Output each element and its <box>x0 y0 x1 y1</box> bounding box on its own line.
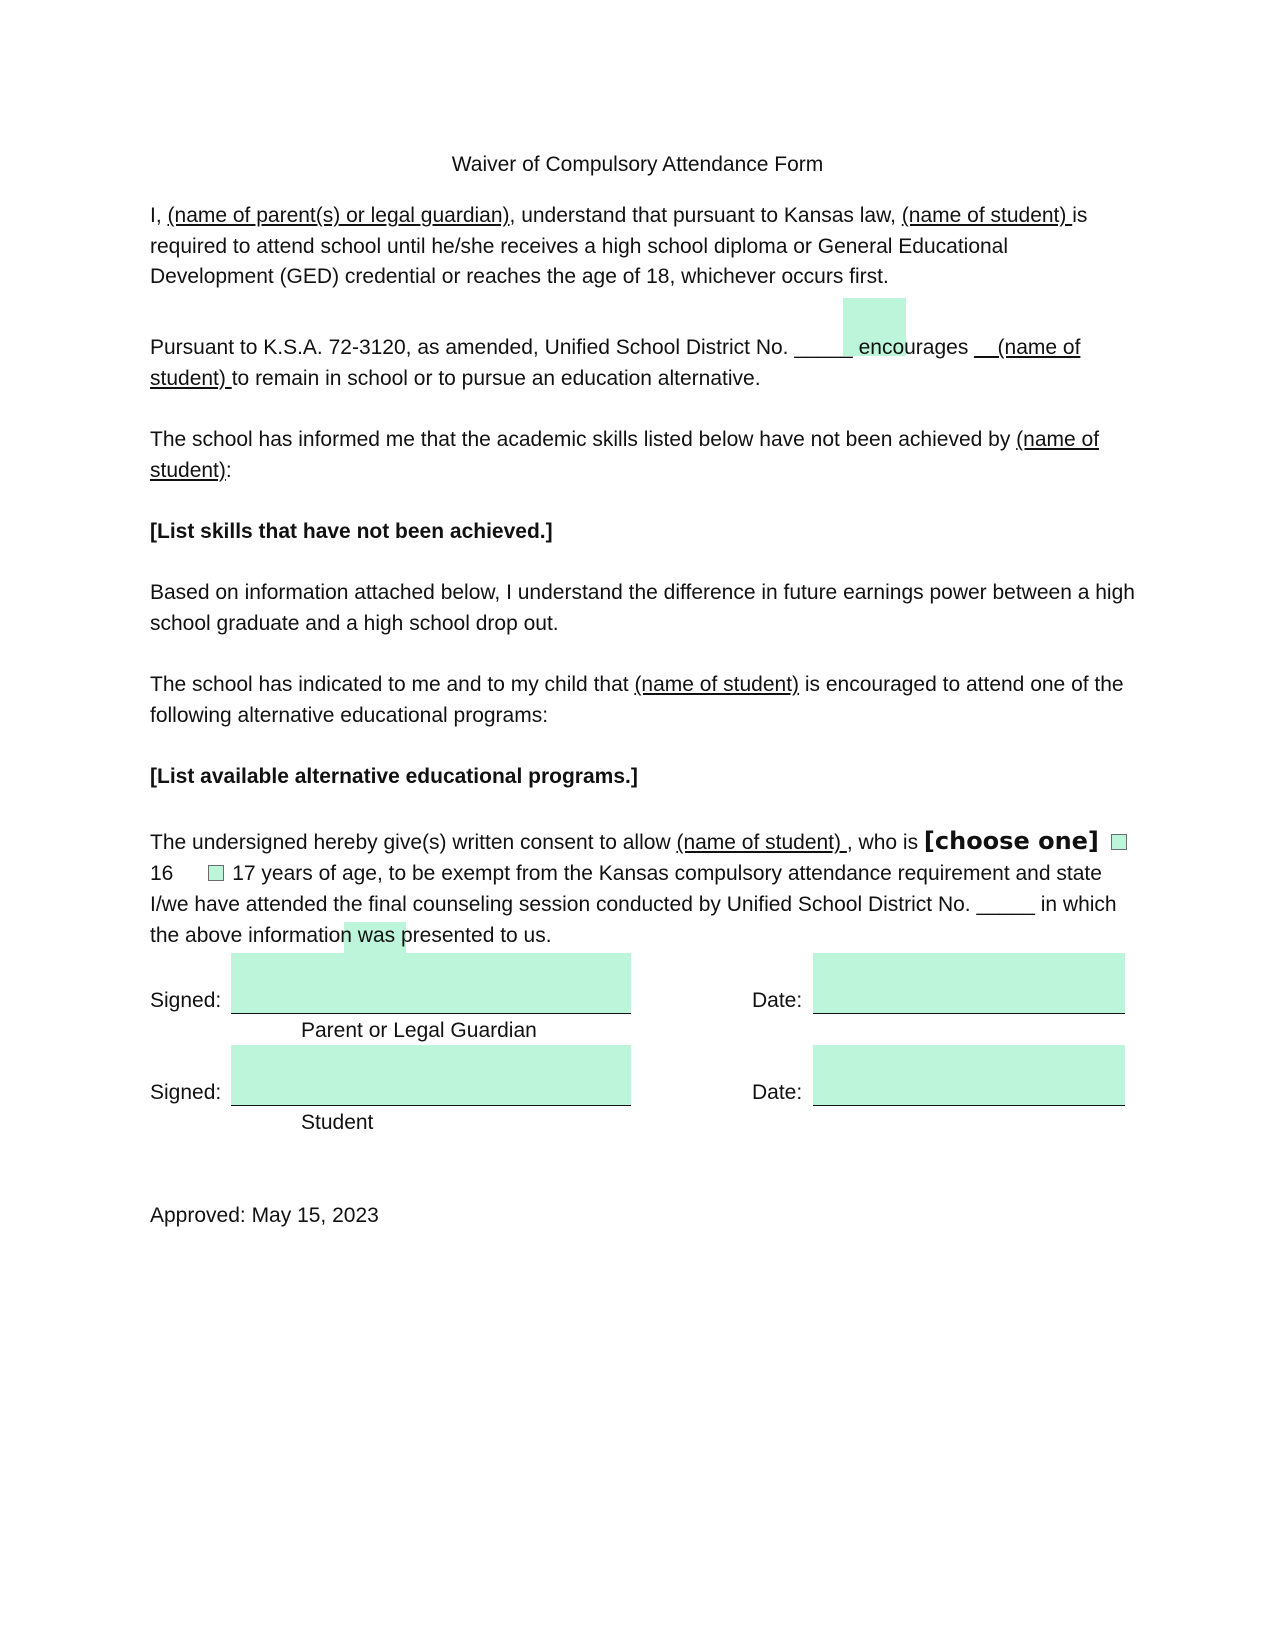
student-caption: Student <box>301 1111 374 1134</box>
district-blank: _____ <box>794 336 853 359</box>
district-blank-2: _____ <box>976 893 1035 916</box>
parent-caption: Parent or Legal Guardian <box>301 1019 537 1042</box>
p2-text-2: encourages <box>852 336 975 359</box>
student-name-placeholder: (name of student) <box>901 204 1073 227</box>
student-name-placeholder-5: (name of student) <box>676 831 847 854</box>
p2-text-3: to remain in school or to pursue an education alternative. <box>231 366 761 390</box>
student-name-placeholder-3: (name of student) <box>150 428 1100 482</box>
paragraph-earnings: Based on information attached below, I understand the difference in future earnings power between a high school graduate and a high school drop out. <box>150 581 1135 635</box>
p2-text-1: Pursuant to K.S.A. 72-3120, as amended, Unified School District No. <box>150 336 795 359</box>
programs-list-placeholder: [List available alternative educational programs.] <box>150 765 638 788</box>
parent-date-label: Date: <box>752 989 803 1012</box>
student-name-placeholder-4: (name of student) <box>634 673 800 696</box>
p8-text-3: in which the above information was presented to us. <box>150 893 1117 947</box>
p1-text-3: is required to attend school until he/she receives a high school diploma or General Educational Development (GED) credential or reaches the age of 18, whichever occurs first. <box>150 204 1088 288</box>
age-16-checkbox[interactable] <box>1111 834 1127 850</box>
student-name-placeholder-2: __(name of student) <box>150 336 1081 390</box>
choose-one-instruction: [choose one] <box>923 827 1099 855</box>
student-date-field[interactable] <box>813 1045 1125 1106</box>
p8-text-2: , who is <box>846 831 924 854</box>
age-17-checkbox[interactable] <box>208 865 224 881</box>
p6-text-1: The school has indicated to me and to my child that <box>150 673 635 696</box>
paragraph-district-encourages <box>150 333 1135 394</box>
paragraph-skills-informed <box>150 425 1135 486</box>
parent-date-field[interactable] <box>813 953 1125 1014</box>
parent-signed-label: Signed: <box>150 989 222 1012</box>
p6-text-2: is encouraged to attend one of the following alternative educational programs: <box>150 673 1124 727</box>
p8-text-1: The undersigned hereby give(s) written consent to allow <box>150 831 677 854</box>
skills-list-placeholder: [List skills that have not been achieved.] <box>150 520 553 543</box>
p3-text-1: The school has informed me that the academic skills listed below have not been achieved by <box>150 428 1017 451</box>
student-signature-field[interactable] <box>231 1045 631 1106</box>
paragraph-parent-understanding <box>150 201 1135 293</box>
approved-date: Approved: May 15, 2023 <box>150 1204 379 1227</box>
p3-text-2: : <box>225 458 232 482</box>
age-17-label: 17 years of age, to be exempt from the Kansas compulsory attendance requirement and state I/we have attended the final counseling session conducted by Unified School District No. <box>150 862 1102 916</box>
student-date-label: Date: <box>752 1081 803 1104</box>
paragraph-alternative-programs <box>150 670 1135 731</box>
age-16-label: 16 <box>150 862 174 885</box>
p1-text-2: , understand that pursuant to Kansas law, <box>509 204 902 227</box>
parent-signature-field[interactable] <box>231 953 631 1014</box>
paragraph-consent <box>150 826 1135 951</box>
form-title: Waiver of Compulsory Attendance Form <box>451 153 824 176</box>
student-signed-label: Signed: <box>150 1081 222 1104</box>
p1-text-1: I, <box>150 204 168 227</box>
parent-name-placeholder: (name of parent(s) or legal guardian) <box>167 204 510 227</box>
